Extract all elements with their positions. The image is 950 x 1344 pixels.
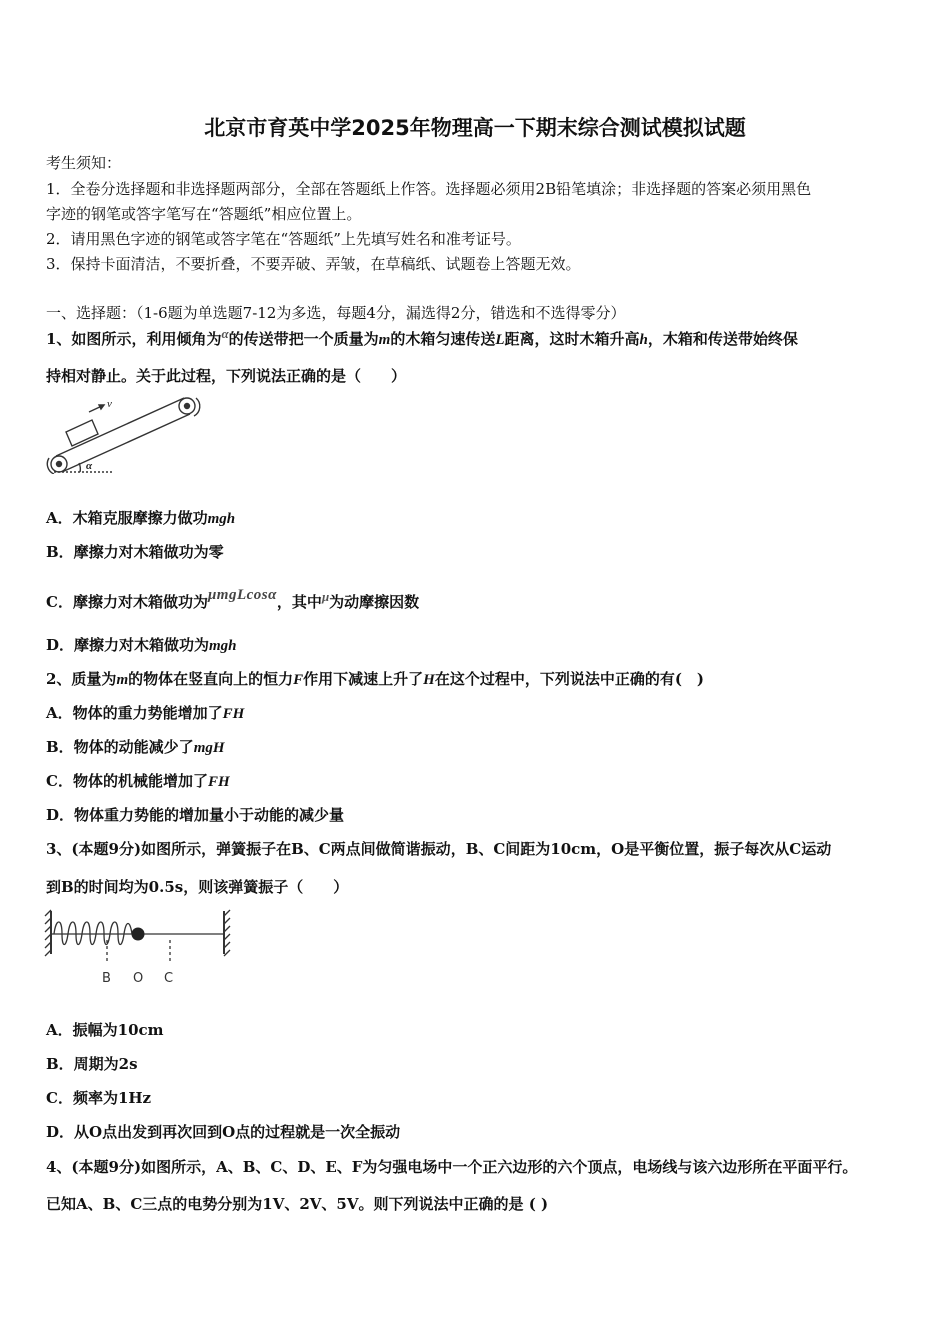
q1-h: h — [639, 332, 648, 348]
notice-heading: 考生须知： — [46, 154, 122, 172]
q2-option-a-var: FH — [222, 706, 245, 722]
q1-option-d-var: mgh — [209, 638, 237, 654]
spring-oscillator-figure — [44, 908, 234, 990]
q3-option-d: D．从O点出发到再次回到O点的过程就是一次全振动 — [46, 1123, 401, 1141]
notice-item-3: 3．保持卡面清洁，不要折叠，不要弄破、弄皱，在草稿纸、试题卷上答题无效。 — [46, 255, 581, 273]
q2-text-1: 2、质量为 — [46, 670, 117, 688]
q1-option-c-formula: μmgLcosα — [207, 587, 277, 603]
page-title: 北京市育英中学2025年物理高一下期末综合测试模拟试题 — [204, 116, 746, 140]
q1-option-a-text: A．木箱克服摩擦力做功 — [46, 509, 208, 527]
q2-option-c — [46, 770, 230, 791]
wooden-box — [66, 420, 98, 446]
q2-option-a-text: A．物体的重力势能增加了 — [46, 704, 223, 722]
velocity-label: v — [107, 398, 112, 410]
q2-text-3: 作用下减速上升了 — [303, 670, 424, 688]
q3-option-b: B．周期为2s — [46, 1055, 138, 1073]
label-b: B — [102, 971, 111, 986]
q1-option-c-tail: 为动摩擦因数 — [329, 593, 420, 611]
question-1-stem — [46, 326, 798, 349]
q2-text-2: 的物体在竖直向上的恒力 — [128, 670, 294, 688]
question-3-stem: 3、(本题9分)如图所示，弹簧振子在B、C两点间做简谐振动，B、C间距为10cm，O是平衡位置，振子每次从C运动 — [46, 840, 832, 858]
notice-item-2: 2．请用黑色字迹的钢笔或答字笔在“答题纸”上先填写姓名和准考证号。 — [46, 230, 521, 248]
q1-option-d — [46, 634, 237, 655]
q1-option-c-mu: μ — [321, 589, 330, 604]
q1-text-1: 1、如图所示，利用倾角为 — [46, 330, 222, 348]
question-3-stem-cont: 到B的时间均为0.5s，则该弹簧振子（ ） — [46, 878, 349, 896]
q1-L: L — [495, 332, 505, 348]
notice-item-1: 1．全卷分选择题和非选择题两部分，全部在答题纸上作答。选择题必须用2B铅笔填涂；非选择题的答案必须用黑色 — [46, 180, 812, 198]
question-4-stem-cont: 已知A、B、C三点的电势分别为1V、2V、5V。则下列说法中正确的是 ( ) — [46, 1195, 549, 1213]
q2-option-b-var: mgH — [193, 740, 225, 756]
q1-option-a-var: mgh — [207, 511, 236, 527]
angle-label: α — [86, 460, 93, 472]
q1-option-c-text: C．摩擦力对木箱做功为 — [46, 593, 208, 611]
q1-alpha: α — [221, 326, 229, 341]
q1-text-5: ，木箱和传送带始终保 — [647, 330, 798, 348]
q1-text-3: 的木箱匀速传送 — [390, 330, 496, 348]
belt-bottom — [62, 414, 190, 472]
question-1-stem-cont: 持相对静止。关于此过程，下列说法正确的是（ ） — [46, 367, 407, 385]
q2-option-c-var: FH — [207, 774, 230, 790]
q2-option-d: D．物体重力势能的增加量小于动能的减少量 — [46, 806, 345, 824]
q2-option-b-text: B．物体的动能减少了 — [46, 738, 194, 756]
q2-H: H — [423, 672, 435, 688]
q3-option-c: C．频率为1Hz — [46, 1089, 152, 1107]
q2-option-b — [46, 736, 225, 757]
q1-option-d-text: D．摩擦力对木箱做功为 — [46, 636, 210, 654]
q1-option-c — [46, 587, 419, 612]
q2-m: m — [116, 672, 129, 688]
oscillator-ball — [132, 928, 145, 941]
q3-option-a: A．振幅为10cm — [46, 1021, 164, 1039]
question-2-stem — [46, 668, 704, 689]
label-o: O — [133, 971, 144, 986]
q1-text-2: 的传送带把一个质量为 — [228, 330, 379, 348]
section-heading: 一、选择题：（1-6题为单选题7-12为多选，每题4分，漏选得2分，错选和不选得零分） — [46, 304, 626, 322]
q1-option-b: B．摩擦力对木箱做功为零 — [46, 543, 224, 561]
q1-option-a — [46, 507, 235, 528]
q2-option-c-text: C．物体的机械能增加了 — [46, 772, 208, 790]
spring — [54, 922, 132, 945]
notice-item-1-cont: 字迹的钢笔或答字笔写在“答题纸”相应位置上。 — [46, 205, 362, 223]
q2-option-a — [46, 702, 244, 723]
q2-text-4: 在这个过程中，下列说法中正确的有( ) — [434, 670, 705, 688]
question-4-stem: 4、(本题9分)如图所示，A、B、C、D、E、F为匀强电场中一个正六边形的六个顶点，电场线与该六边形所在平面平行。 — [46, 1158, 858, 1176]
q1-m: m — [378, 332, 391, 348]
conveyor-belt-figure — [44, 392, 214, 474]
label-c: C — [164, 971, 174, 986]
q1-option-c-mid: ，其中 — [276, 593, 322, 611]
q1-text-4: 距离，这时木箱升高 — [504, 330, 640, 348]
q2-F: F — [293, 672, 304, 688]
